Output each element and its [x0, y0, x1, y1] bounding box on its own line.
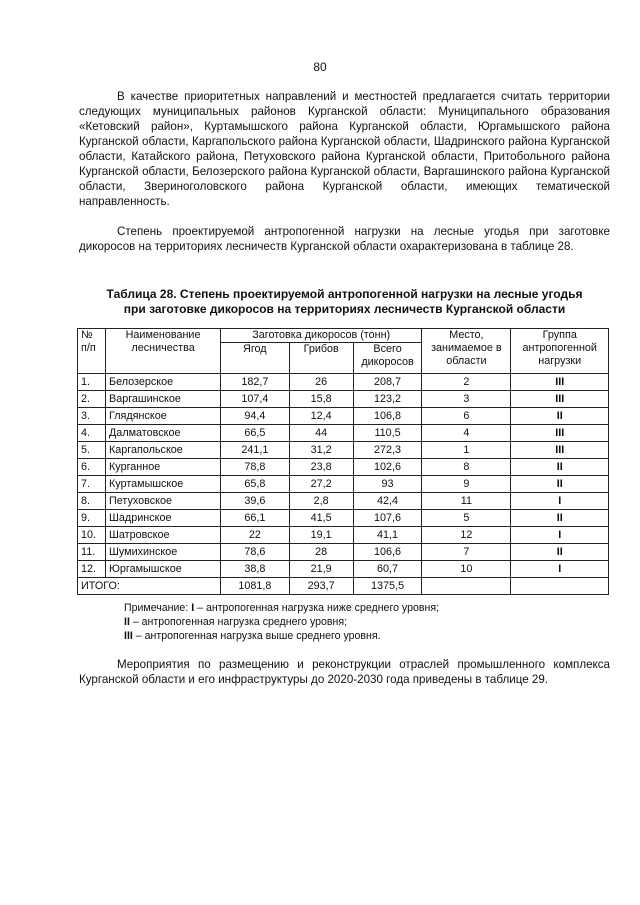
row-group: II [511, 476, 609, 493]
table-reference-paragraph: Степень проектируемой антропогенной нагрузки на лесные угодья при заготовке дикоросов на территориях лесничеств Курганской области охарактеризована в таблице 28. [79, 225, 610, 253]
row-group: I [511, 493, 609, 510]
row-group: III [511, 442, 609, 459]
total-berries: 1081,8 [221, 578, 289, 595]
page-number: 80 [313, 60, 327, 74]
row-berries: 22 [221, 527, 289, 544]
total-place-empty [422, 578, 511, 595]
row-total: 102,6 [353, 459, 421, 476]
note-mark-1: I [191, 602, 195, 614]
note-text-3: – антропогенная нагрузка выше среднего уровня. [132, 630, 381, 642]
row-total: 42,4 [353, 493, 421, 510]
row-place: 12 [422, 527, 511, 544]
table-row [78, 459, 609, 476]
table-row [78, 425, 609, 442]
table-row [78, 374, 609, 391]
total-label: ИТОГО: [78, 578, 221, 595]
closing-paragraph: Мероприятия по размещению и реконструкции отраслей промышленного комплекса Курганской области и его инфраструктуры до 2020-2030 года приведены в таблице 29. [79, 658, 610, 686]
row-place: 8 [422, 459, 511, 476]
row-group: III [511, 425, 609, 442]
row-name: Каргапольское [106, 442, 221, 459]
row-place: 4 [422, 425, 511, 442]
row-berries: 78,6 [221, 544, 289, 561]
header-harvest-group: Заготовка дикоросов (тонн) [221, 329, 422, 343]
row-place: 1 [422, 442, 511, 459]
row-name: Петуховское [106, 493, 221, 510]
table-total-row [78, 578, 609, 595]
row-mushrooms: 44 [289, 425, 353, 442]
row-place: 5 [422, 510, 511, 527]
row-name: Белозерское [106, 374, 221, 391]
row-total: 110,5 [353, 425, 421, 442]
row-mushrooms: 23,8 [289, 459, 353, 476]
row-num: 10. [78, 527, 106, 544]
header-mushrooms: Грибов [289, 343, 353, 374]
row-group: II [511, 510, 609, 527]
table-row [78, 544, 609, 561]
row-name: Шадринское [106, 510, 221, 527]
row-berries: 66,5 [221, 425, 289, 442]
row-place: 3 [422, 391, 511, 408]
row-total: 123,2 [353, 391, 421, 408]
row-num: 4. [78, 425, 106, 442]
total-mushrooms: 293,7 [289, 578, 353, 595]
total-total: 1375,5 [353, 578, 421, 595]
row-name: Куртамышское [106, 476, 221, 493]
table-row [78, 408, 609, 425]
row-berries: 39,6 [221, 493, 289, 510]
note-text-2: – антропогенная нагрузка среднего уровня; [129, 616, 348, 628]
table-row [78, 527, 609, 544]
table-title [79, 287, 610, 317]
row-total: 272,3 [353, 442, 421, 459]
table-row [78, 561, 609, 578]
row-mushrooms: 21,9 [289, 561, 353, 578]
note-line-1 [124, 601, 604, 615]
row-name: Далматовское [106, 425, 221, 442]
row-group: II [511, 544, 609, 561]
note-line-3 [124, 629, 604, 643]
row-berries: 66,1 [221, 510, 289, 527]
row-group: II [511, 408, 609, 425]
header-group: Группа антропогенной нагрузки [511, 329, 609, 374]
row-group: III [511, 374, 609, 391]
row-place: 10 [422, 561, 511, 578]
row-num: 3. [78, 408, 106, 425]
header-name: Наименование лесничества [106, 329, 221, 374]
row-num: 9. [78, 510, 106, 527]
row-berries: 38,8 [221, 561, 289, 578]
table-title-line-1: Таблица 28. Степень проектируемой антропогенной нагрузки на лесные угодья [106, 287, 583, 301]
row-num: 7. [78, 476, 106, 493]
row-num: 8. [78, 493, 106, 510]
row-mushrooms: 12,4 [289, 408, 353, 425]
table-row [78, 442, 609, 459]
row-total: 60,7 [353, 561, 421, 578]
row-total: 107,6 [353, 510, 421, 527]
row-name: Шумихинское [106, 544, 221, 561]
note-prefix: Примечание: [124, 602, 192, 614]
row-group: II [511, 459, 609, 476]
row-num: 1. [78, 374, 106, 391]
table-row [78, 510, 609, 527]
row-group: I [511, 561, 609, 578]
row-total: 106,6 [353, 544, 421, 561]
note-text-1: – антропогенная нагрузка ниже среднего уровня; [194, 602, 440, 614]
row-berries: 107,4 [221, 391, 289, 408]
row-berries: 94,4 [221, 408, 289, 425]
row-berries: 65,8 [221, 476, 289, 493]
row-name: Варгашинское [106, 391, 221, 408]
row-mushrooms: 2,8 [289, 493, 353, 510]
row-total: 93 [353, 476, 421, 493]
row-place: 6 [422, 408, 511, 425]
row-group: III [511, 391, 609, 408]
table-notes [124, 601, 604, 643]
row-place: 9 [422, 476, 511, 493]
row-name: Юргамышское [106, 561, 221, 578]
table-row [78, 493, 609, 510]
row-total: 208,7 [353, 374, 421, 391]
row-place: 7 [422, 544, 511, 561]
row-berries: 241,1 [221, 442, 289, 459]
row-name: Курганное [106, 459, 221, 476]
row-mushrooms: 15,8 [289, 391, 353, 408]
row-num: 2. [78, 391, 106, 408]
row-group: I [511, 527, 609, 544]
row-berries: 78,8 [221, 459, 289, 476]
row-num: 12. [78, 561, 106, 578]
table-row [78, 391, 609, 408]
total-group-empty [511, 578, 609, 595]
table-row [78, 476, 609, 493]
header-place: Место, занимаемое в области [422, 329, 511, 374]
note-mark-2: II [124, 616, 130, 628]
note-mark-3: III [124, 630, 133, 642]
header-num: № п/п [78, 329, 106, 374]
row-mushrooms: 28 [289, 544, 353, 561]
row-place: 2 [422, 374, 511, 391]
row-mushrooms: 41,5 [289, 510, 353, 527]
row-name: Глядянское [106, 408, 221, 425]
intro-paragraph: В качестве приоритетных направлений и местностей предлагается считать территории следующих муниципальных районов Курганской области: Муниципального образования «Кетовский район», Куртамышского района Курганской области, Юргамышского района Курганской области, Каргапольского района Курганской области, Шадринского района Курганской области, Катайского района, Петуховского района Курганской области, Притобольного района Курганской области, Белозерского района Курганской области, Варгашинского района Курганской области, Звериноголовского района Курганской области, имеющих тематической направленность. [79, 90, 610, 208]
row-mushrooms: 31,2 [289, 442, 353, 459]
row-mushrooms: 27,2 [289, 476, 353, 493]
row-mushrooms: 19,1 [289, 527, 353, 544]
row-mushrooms: 26 [289, 374, 353, 391]
table-title-line-2: при заготовке дикоросов на территориях лесничеств Курганской области [123, 302, 566, 316]
note-line-2 [124, 615, 604, 629]
row-num: 6. [78, 459, 106, 476]
header-total: Всего дикоросов [353, 343, 421, 374]
header-berries: Ягод [221, 343, 289, 374]
table-body [78, 374, 609, 595]
row-total: 106,8 [353, 408, 421, 425]
row-total: 41,1 [353, 527, 421, 544]
row-berries: 182,7 [221, 374, 289, 391]
row-num: 5. [78, 442, 106, 459]
forestry-load-table [77, 328, 609, 595]
row-place: 11 [422, 493, 511, 510]
row-name: Шатровское [106, 527, 221, 544]
row-num: 11. [78, 544, 106, 561]
